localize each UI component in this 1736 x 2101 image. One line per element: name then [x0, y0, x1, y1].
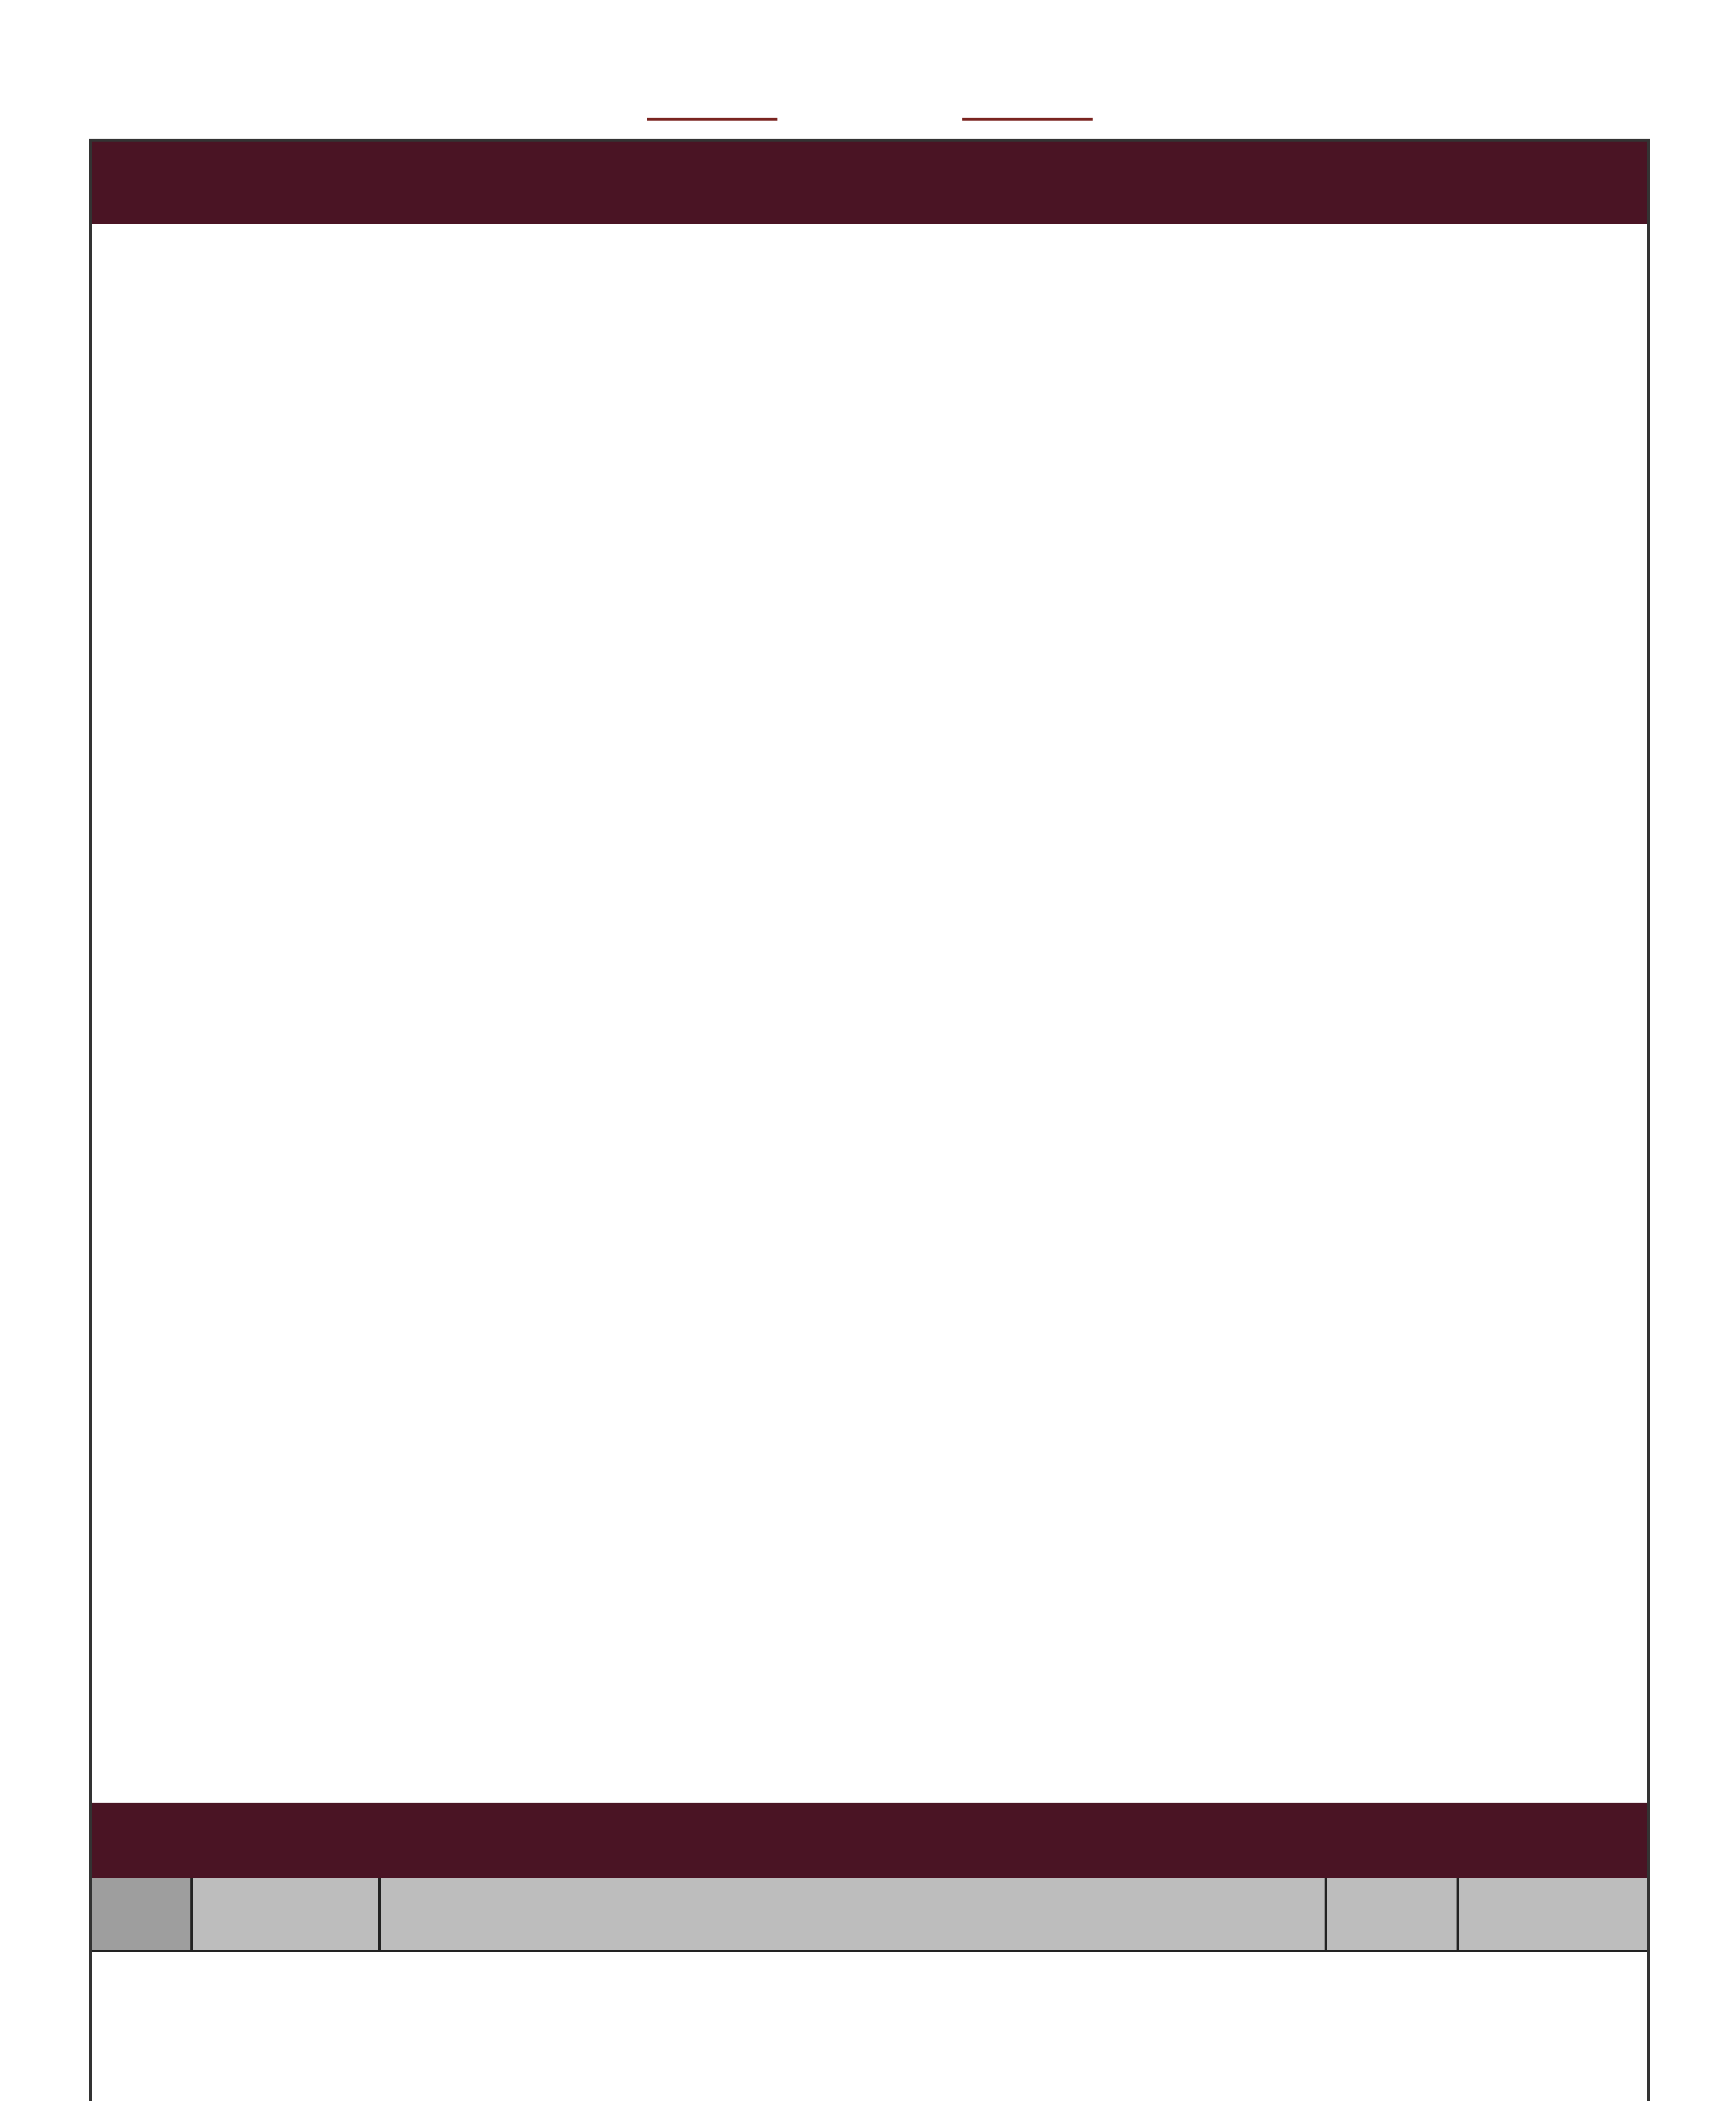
header-note	[1459, 1878, 1647, 1952]
header-name	[193, 1878, 381, 1952]
header-roast	[92, 1878, 193, 1952]
header-price	[1327, 1878, 1459, 1952]
divider-right	[962, 118, 1093, 121]
title-bar	[92, 142, 1647, 224]
blend-table-header	[92, 1878, 1647, 1952]
divider-left	[647, 118, 777, 121]
header	[0, 0, 1736, 134]
blend-section-title	[92, 1803, 1647, 1878]
header-recipe	[381, 1878, 1327, 1952]
